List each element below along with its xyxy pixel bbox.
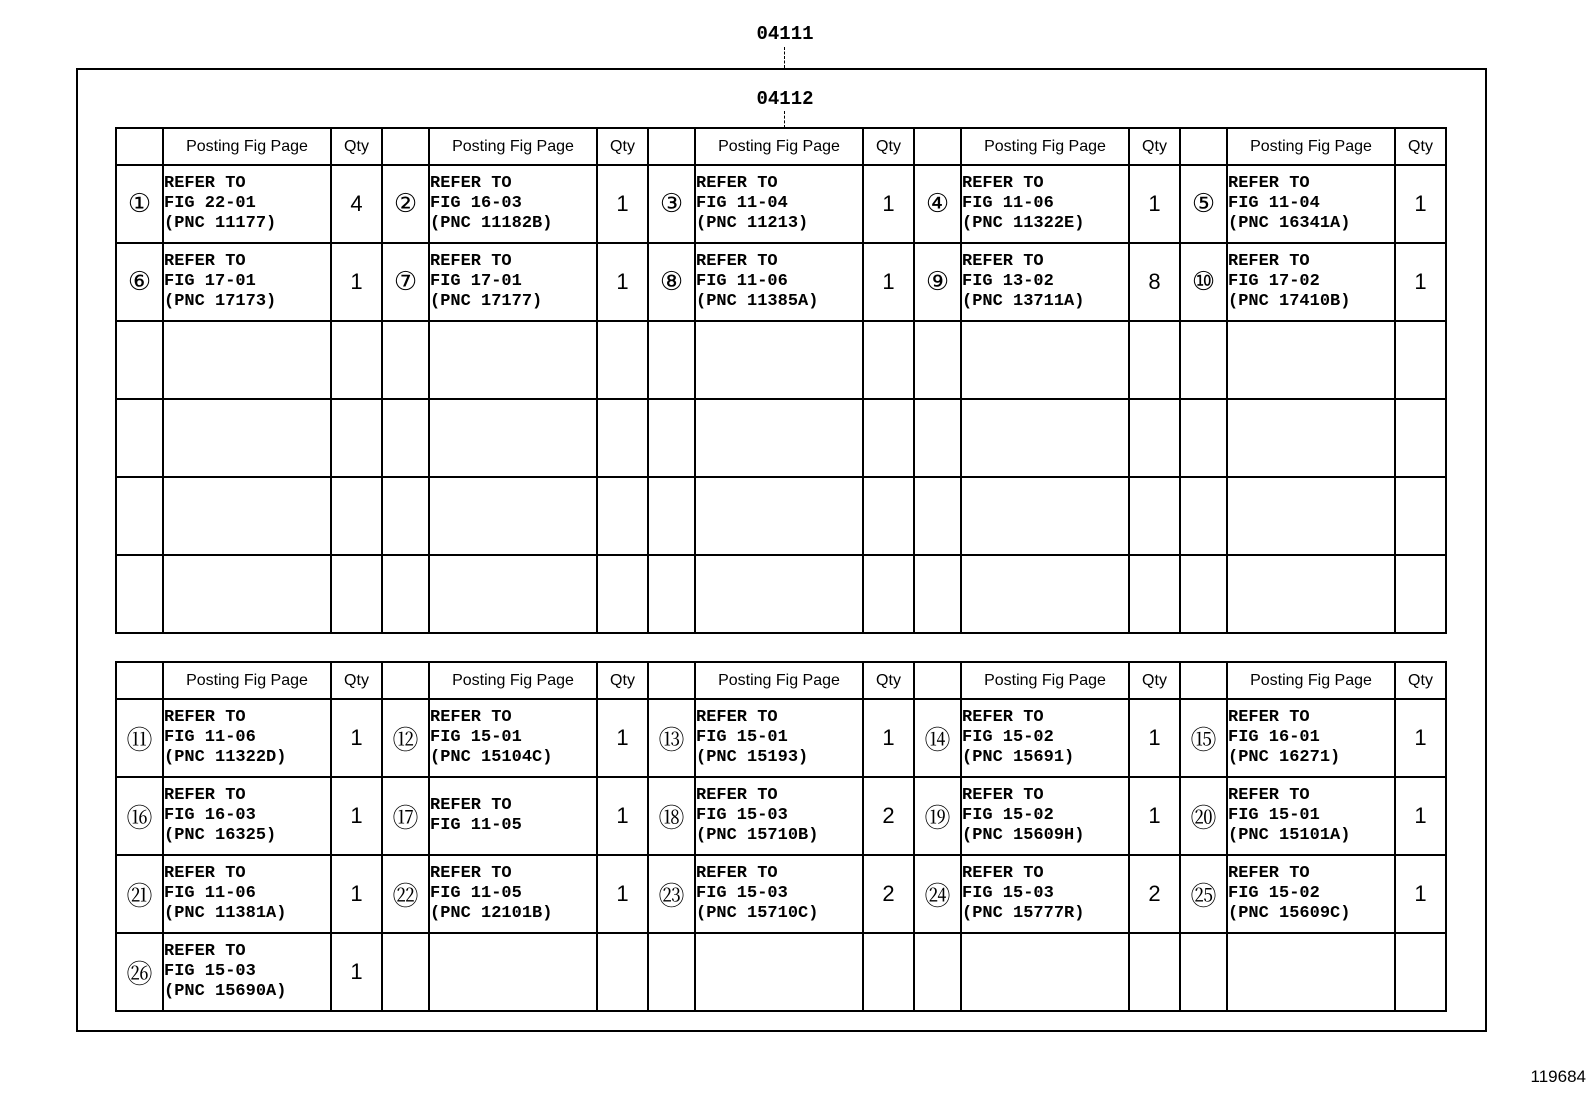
reference-line: FIG 16-03	[164, 806, 256, 825]
reference-line: (PNC 12101B)	[430, 904, 553, 923]
reference-line: REFER TO	[696, 174, 778, 193]
reference-line: REFER TO	[1228, 864, 1310, 883]
item-number: ⑤	[1180, 165, 1227, 243]
reference-line: FIG 11-06	[164, 728, 256, 747]
table-row	[116, 477, 1446, 555]
reference-line: (PNC 16271)	[1228, 748, 1341, 767]
reference-line: FIG 15-01	[696, 728, 788, 747]
reference-line: FIG 11-05	[430, 884, 522, 903]
header-number-cell	[382, 128, 429, 165]
item-number: ㉓	[648, 855, 695, 933]
item-qty	[597, 321, 648, 399]
reference-line: FIG 15-02	[962, 728, 1054, 747]
item-number: ⑱	[648, 777, 695, 855]
header-qty: Qty	[1129, 128, 1180, 165]
reference-line: REFER TO	[164, 864, 246, 883]
item-qty: 1	[331, 933, 382, 1011]
reference-line: FIG 15-03	[962, 884, 1054, 903]
header-posting-fig-page: Posting Fig Page	[961, 662, 1129, 699]
reference-line: (PNC 16325)	[164, 826, 277, 845]
posting-reference	[429, 699, 597, 777]
reference-line: REFER TO	[1228, 174, 1310, 193]
item-number: ⑨	[914, 243, 961, 321]
reference-line: (PNC 11381A)	[164, 904, 287, 923]
item-number	[382, 555, 429, 633]
item-qty	[597, 399, 648, 477]
item-number	[648, 399, 695, 477]
reference-line: (PNC 15609C)	[1228, 904, 1351, 923]
item-qty: 1	[331, 855, 382, 933]
reference-line: REFER TO	[696, 252, 778, 271]
reference-line: FIG 11-06	[164, 884, 256, 903]
item-qty	[331, 399, 382, 477]
item-qty: 1	[1395, 699, 1446, 777]
item-number: ③	[648, 165, 695, 243]
reference-line: REFER TO	[164, 174, 246, 193]
reference-line: (PNC 15193)	[696, 748, 809, 767]
posting-reference	[695, 321, 863, 399]
posting-reference	[1227, 777, 1395, 855]
header-number-cell	[648, 662, 695, 699]
posting-reference	[695, 165, 863, 243]
item-number	[382, 933, 429, 1011]
reference-line: (PNC 16341A)	[1228, 214, 1351, 233]
reference-line: FIG 15-02	[1228, 884, 1320, 903]
item-qty: 4	[331, 165, 382, 243]
item-number: ⑮	[1180, 699, 1227, 777]
reference-line: REFER TO	[962, 252, 1044, 271]
posting-reference	[961, 699, 1129, 777]
item-qty: 1	[863, 165, 914, 243]
item-qty: 1	[597, 855, 648, 933]
item-number	[648, 555, 695, 633]
posting-reference	[961, 321, 1129, 399]
reference-line: (PNC 11213)	[696, 214, 809, 233]
reference-line: FIG 16-03	[430, 194, 522, 213]
header-posting-fig-page: Posting Fig Page	[429, 128, 597, 165]
posting-reference	[1227, 165, 1395, 243]
reference-line: FIG 11-06	[962, 194, 1054, 213]
header-qty: Qty	[597, 128, 648, 165]
posting-reference	[429, 321, 597, 399]
item-number	[1180, 399, 1227, 477]
posting-reference	[429, 855, 597, 933]
reference-line: FIG 13-02	[962, 272, 1054, 291]
item-qty: 1	[597, 777, 648, 855]
posting-reference	[429, 477, 597, 555]
posting-reference	[429, 555, 597, 633]
item-qty: 1	[597, 699, 648, 777]
reference-line: (PNC 15104C)	[430, 748, 553, 767]
posting-reference	[163, 477, 331, 555]
item-number: ㉑	[116, 855, 163, 933]
header-number-cell	[382, 662, 429, 699]
header-number-cell	[116, 128, 163, 165]
reference-line: (PNC 15609H)	[962, 826, 1085, 845]
item-qty: 1	[331, 777, 382, 855]
item-number	[1180, 555, 1227, 633]
reference-line: FIG 17-02	[1228, 272, 1320, 291]
item-number	[116, 321, 163, 399]
header-posting-fig-page: Posting Fig Page	[429, 662, 597, 699]
posting-reference	[695, 399, 863, 477]
header-posting-fig-page: Posting Fig Page	[163, 128, 331, 165]
header-qty: Qty	[1395, 128, 1446, 165]
item-number	[914, 477, 961, 555]
reference-line: REFER TO	[962, 864, 1044, 883]
item-qty: 1	[597, 243, 648, 321]
reference-line: FIG 15-03	[696, 806, 788, 825]
item-number: ⑦	[382, 243, 429, 321]
item-qty	[863, 933, 914, 1011]
item-qty: 1	[1395, 855, 1446, 933]
reference-line: FIG 11-05	[430, 816, 522, 835]
posting-reference	[961, 855, 1129, 933]
posting-reference	[961, 243, 1129, 321]
header-number-cell	[914, 662, 961, 699]
reference-line: FIG 16-01	[1228, 728, 1320, 747]
item-qty: 1	[331, 243, 382, 321]
reference-line: REFER TO	[696, 708, 778, 727]
reference-line: REFER TO	[696, 786, 778, 805]
posting-reference	[961, 477, 1129, 555]
reference-line: FIG 15-01	[1228, 806, 1320, 825]
reference-line: REFER TO	[430, 864, 512, 883]
header-posting-fig-page: Posting Fig Page	[1227, 128, 1395, 165]
posting-reference	[163, 777, 331, 855]
posting-reference	[961, 933, 1129, 1011]
reference-line: REFER TO	[1228, 786, 1310, 805]
table-row	[116, 165, 1446, 243]
reference-line: FIG 15-01	[430, 728, 522, 747]
item-qty	[597, 933, 648, 1011]
item-number: ①	[116, 165, 163, 243]
header-posting-fig-page: Posting Fig Page	[163, 662, 331, 699]
reference-line: (PNC 11385A)	[696, 292, 819, 311]
assembly-code-label: 04111	[756, 23, 814, 45]
item-number	[116, 399, 163, 477]
item-qty	[1395, 477, 1446, 555]
posting-reference	[1227, 855, 1395, 933]
posting-reference	[695, 477, 863, 555]
reference-line: (PNC 15101A)	[1228, 826, 1351, 845]
reference-line: FIG 15-02	[962, 806, 1054, 825]
header-row	[116, 128, 1446, 165]
reference-line: (PNC 15710B)	[696, 826, 819, 845]
item-number	[914, 933, 961, 1011]
item-qty	[1395, 399, 1446, 477]
header-row	[116, 662, 1446, 699]
item-number: ⑳	[1180, 777, 1227, 855]
header-posting-fig-page: Posting Fig Page	[961, 128, 1129, 165]
header-qty: Qty	[331, 662, 382, 699]
reference-line: REFER TO	[164, 708, 246, 727]
table-row	[116, 699, 1446, 777]
reference-line: REFER TO	[962, 708, 1044, 727]
parts-table-lower	[115, 661, 1447, 1012]
posting-reference	[429, 165, 597, 243]
table-row	[116, 243, 1446, 321]
header-posting-fig-page: Posting Fig Page	[695, 662, 863, 699]
reference-line: (PNC 13711A)	[962, 292, 1085, 311]
posting-reference	[695, 855, 863, 933]
posting-reference	[163, 399, 331, 477]
item-qty: 1	[597, 165, 648, 243]
posting-reference	[1227, 477, 1395, 555]
item-qty	[1129, 555, 1180, 633]
item-number: ⑭	[914, 699, 961, 777]
item-number	[1180, 933, 1227, 1011]
item-qty	[1395, 321, 1446, 399]
item-qty: 2	[863, 855, 914, 933]
posting-reference	[163, 321, 331, 399]
posting-reference	[961, 555, 1129, 633]
posting-reference	[429, 399, 597, 477]
item-qty	[597, 477, 648, 555]
item-number	[648, 477, 695, 555]
item-number: ⑩	[1180, 243, 1227, 321]
reference-line: (PNC 11182B)	[430, 214, 553, 233]
item-qty: 1	[1395, 165, 1446, 243]
item-number: ⑫	[382, 699, 429, 777]
posting-reference	[163, 855, 331, 933]
posting-reference	[429, 243, 597, 321]
reference-line: FIG 11-06	[696, 272, 788, 291]
item-qty	[1129, 321, 1180, 399]
item-number	[914, 399, 961, 477]
reference-line: (PNC 17173)	[164, 292, 277, 311]
item-number: ㉕	[1180, 855, 1227, 933]
item-qty: 1	[1395, 777, 1446, 855]
item-number	[914, 555, 961, 633]
item-qty	[597, 555, 648, 633]
item-qty: 1	[1129, 699, 1180, 777]
posting-reference	[1227, 555, 1395, 633]
item-number	[382, 399, 429, 477]
item-qty	[1395, 933, 1446, 1011]
item-number: ⑧	[648, 243, 695, 321]
header-number-cell	[116, 662, 163, 699]
reference-line: FIG 22-01	[164, 194, 256, 213]
item-number: ㉒	[382, 855, 429, 933]
reference-line: REFER TO	[430, 708, 512, 727]
reference-line: REFER TO	[164, 786, 246, 805]
reference-line: REFER TO	[164, 942, 246, 961]
header-qty: Qty	[331, 128, 382, 165]
header-qty: Qty	[863, 128, 914, 165]
item-qty: 1	[331, 699, 382, 777]
reference-line: FIG 17-01	[430, 272, 522, 291]
posting-reference	[961, 165, 1129, 243]
posting-reference	[429, 933, 597, 1011]
header-number-cell	[648, 128, 695, 165]
header-posting-fig-page: Posting Fig Page	[1227, 662, 1395, 699]
reference-line: (PNC 15710C)	[696, 904, 819, 923]
assembly-leader-line	[784, 47, 785, 68]
item-number: ⑰	[382, 777, 429, 855]
item-number	[1180, 477, 1227, 555]
item-qty	[331, 555, 382, 633]
item-number: ⑯	[116, 777, 163, 855]
reference-line: FIG 17-01	[164, 272, 256, 291]
reference-line: (PNC 15777R)	[962, 904, 1085, 923]
reference-line: REFER TO	[962, 174, 1044, 193]
posting-reference	[695, 243, 863, 321]
posting-reference	[1227, 933, 1395, 1011]
item-number	[648, 933, 695, 1011]
reference-line: FIG 11-04	[1228, 194, 1320, 213]
posting-reference	[961, 777, 1129, 855]
reference-line: REFER TO	[962, 786, 1044, 805]
sub-assembly-leader-line	[784, 111, 785, 128]
posting-reference	[1227, 243, 1395, 321]
posting-reference	[163, 243, 331, 321]
reference-line: REFER TO	[430, 796, 512, 815]
posting-reference	[429, 777, 597, 855]
posting-reference	[1227, 321, 1395, 399]
table-row	[116, 933, 1446, 1011]
item-qty	[1129, 933, 1180, 1011]
reference-line: FIG 15-03	[696, 884, 788, 903]
item-number	[1180, 321, 1227, 399]
figure-number: 119684	[1530, 1067, 1586, 1086]
reference-line: REFER TO	[430, 174, 512, 193]
item-qty: 1	[1395, 243, 1446, 321]
header-qty: Qty	[1395, 662, 1446, 699]
item-qty: 1	[863, 699, 914, 777]
header-qty: Qty	[863, 662, 914, 699]
item-qty: 8	[1129, 243, 1180, 321]
item-qty	[863, 555, 914, 633]
header-number-cell	[914, 128, 961, 165]
reference-line: (PNC 11322D)	[164, 748, 287, 767]
item-number: ⑪	[116, 699, 163, 777]
header-qty: Qty	[1129, 662, 1180, 699]
posting-reference	[163, 555, 331, 633]
parts-table-upper	[115, 127, 1447, 634]
item-qty	[863, 477, 914, 555]
reference-line: (PNC 15691)	[962, 748, 1075, 767]
posting-reference	[163, 165, 331, 243]
reference-line: (PNC 11177)	[164, 214, 277, 233]
header-number-cell	[1180, 128, 1227, 165]
item-number	[116, 477, 163, 555]
posting-reference	[163, 699, 331, 777]
item-number: ④	[914, 165, 961, 243]
posting-reference	[163, 933, 331, 1011]
posting-reference	[695, 777, 863, 855]
posting-reference	[1227, 399, 1395, 477]
reference-line: FIG 15-03	[164, 962, 256, 981]
table-row	[116, 777, 1446, 855]
item-qty: 2	[1129, 855, 1180, 933]
item-number: ⑬	[648, 699, 695, 777]
reference-line: (PNC 17410B)	[1228, 292, 1351, 311]
reference-line: REFER TO	[1228, 252, 1310, 271]
item-number: ②	[382, 165, 429, 243]
item-qty: 1	[1129, 165, 1180, 243]
item-qty	[1129, 477, 1180, 555]
item-number: ⑲	[914, 777, 961, 855]
reference-line: (PNC 11322E)	[962, 214, 1085, 233]
item-number: ㉔	[914, 855, 961, 933]
reference-line: (PNC 17177)	[430, 292, 543, 311]
item-number	[648, 321, 695, 399]
header-posting-fig-page: Posting Fig Page	[695, 128, 863, 165]
table-row	[116, 399, 1446, 477]
item-qty: 2	[863, 777, 914, 855]
reference-line: REFER TO	[1228, 708, 1310, 727]
item-number	[116, 555, 163, 633]
posting-reference	[695, 555, 863, 633]
item-qty	[863, 321, 914, 399]
item-qty: 1	[1129, 777, 1180, 855]
table-row	[116, 321, 1446, 399]
item-number	[914, 321, 961, 399]
table-row	[116, 555, 1446, 633]
reference-line: (PNC 15690A)	[164, 982, 287, 1001]
sub-assembly-code-label: 04112	[756, 88, 814, 110]
reference-line: REFER TO	[696, 864, 778, 883]
table-row	[116, 855, 1446, 933]
item-qty	[331, 477, 382, 555]
item-number: ⑥	[116, 243, 163, 321]
posting-reference	[961, 399, 1129, 477]
item-number	[382, 477, 429, 555]
item-number: ㉖	[116, 933, 163, 1011]
item-number	[382, 321, 429, 399]
reference-line: REFER TO	[430, 252, 512, 271]
posting-reference	[1227, 699, 1395, 777]
header-qty: Qty	[597, 662, 648, 699]
header-number-cell	[1180, 662, 1227, 699]
posting-reference	[695, 933, 863, 1011]
item-qty	[863, 399, 914, 477]
posting-reference	[695, 699, 863, 777]
item-qty	[1129, 399, 1180, 477]
item-qty	[1395, 555, 1446, 633]
item-qty	[331, 321, 382, 399]
reference-line: FIG 11-04	[696, 194, 788, 213]
item-qty: 1	[863, 243, 914, 321]
reference-line: REFER TO	[164, 252, 246, 271]
